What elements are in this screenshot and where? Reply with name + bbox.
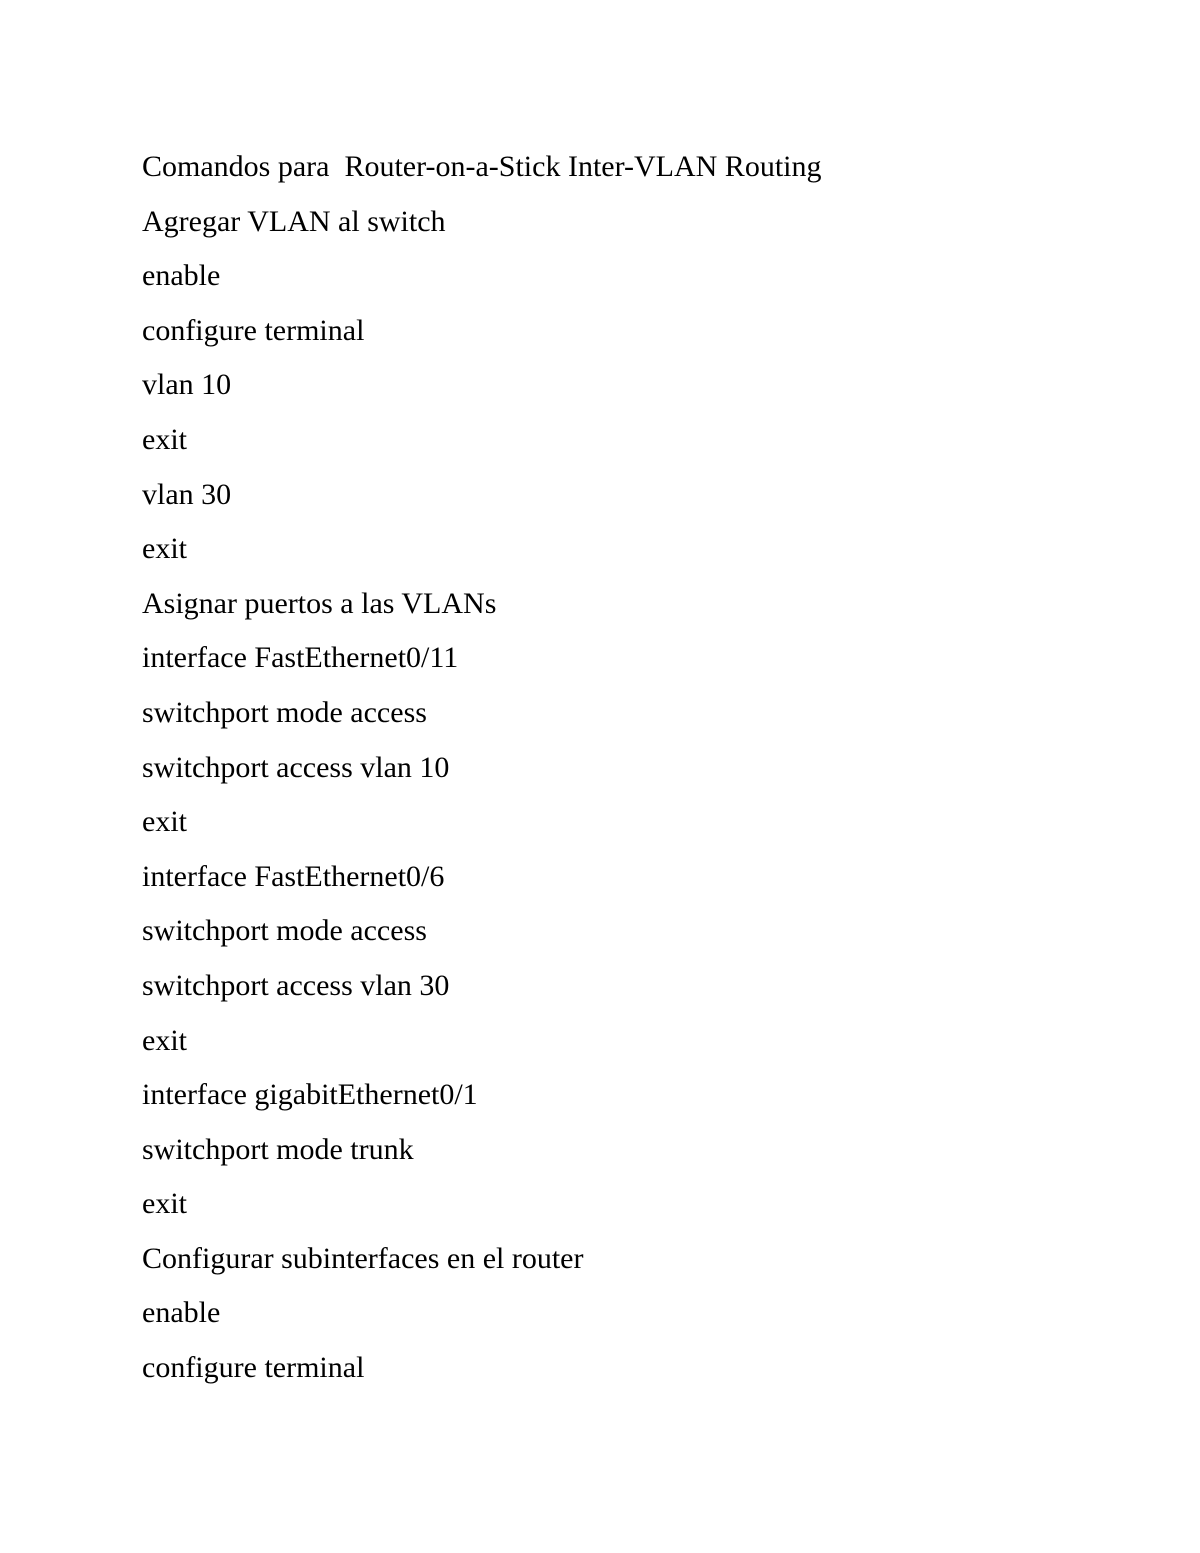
command-line: enable bbox=[142, 1296, 221, 1330]
command-line: switchport access vlan 10 bbox=[142, 750, 450, 784]
command-line: exit bbox=[142, 532, 187, 566]
command-line: interface FastEthernet0/11 bbox=[142, 641, 459, 675]
document-body bbox=[142, 140, 821, 1396]
command-line: enable bbox=[142, 259, 221, 293]
command-line: exit bbox=[142, 1187, 187, 1221]
command-line: configure terminal bbox=[142, 1351, 365, 1385]
command-line: vlan 30 bbox=[142, 477, 232, 511]
command-line: interface gigabitEthernet0/1 bbox=[142, 1078, 478, 1112]
command-line: vlan 10 bbox=[142, 368, 232, 402]
command-line: exit bbox=[142, 805, 187, 839]
section-heading-router-subinterfaces: Configurar subinterfaces en el router bbox=[142, 1241, 584, 1275]
command-line: switchport mode trunk bbox=[142, 1132, 414, 1166]
command-line: interface FastEthernet0/6 bbox=[142, 859, 445, 893]
document-title: Comandos para Router-on-a-Stick Inter-VLAN Routing bbox=[142, 150, 822, 183]
section-heading-assign-ports: Asignar puertos a las VLANs bbox=[142, 586, 497, 620]
command-line: configure terminal bbox=[142, 313, 365, 347]
command-line: exit bbox=[142, 1023, 187, 1057]
command-line: exit bbox=[142, 422, 187, 456]
command-line: switchport mode access bbox=[142, 914, 427, 948]
command-line: switchport access vlan 30 bbox=[142, 968, 450, 1002]
command-line: switchport mode access bbox=[142, 695, 427, 729]
section-heading-add-vlan: Agregar VLAN al switch bbox=[142, 204, 446, 238]
